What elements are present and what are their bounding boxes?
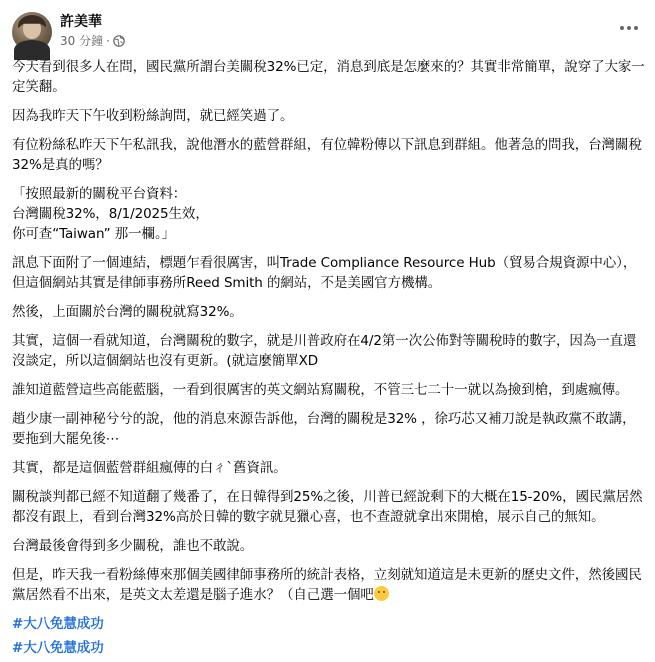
post-paragraph: 今天看到很多人在問，國民黨所謂台美關稅32%已定，消息到底是怎麼來的？其實非常簡單，說穿了大家一定笑翻。	[12, 59, 645, 95]
hugging-face-emoji-icon	[374, 586, 389, 601]
post-meta	[60, 33, 125, 49]
post-paragraph: 其實，都是這個藍營群組瘋傳的白ㄔˋ舊資訊。	[12, 460, 287, 476]
post-paragraph-text: 但是，昨天我一看粉絲傳來那個美國律師事務所的統計表格，立刻就知道這是未更新的歷史文件，然後國民黨居然看不出來，是英文太差還是腦子進水？（自己選一個吧	[12, 567, 642, 603]
hashtag-list	[12, 614, 648, 658]
post-paragraph-last	[12, 565, 648, 605]
author-name[interactable]: 許美華	[60, 14, 102, 30]
post-paragraph: 趙少康一副神秘兮兮的說，他的消息來源告訴他，台灣的關稅是32% ，徐巧芯又補刀說是執政黨不敢講，要拖到大罷免後⋯	[12, 411, 636, 447]
hashtag-link[interactable]: #大八免慧成功	[12, 616, 104, 632]
more-options-icon[interactable]	[615, 16, 643, 40]
author-avatar[interactable]	[12, 12, 52, 52]
post-header	[12, 12, 643, 52]
post-paragraph: 「按照最新的關稅平台資料： 台灣關稅32%，8/1/2025生效， 你可查“Taiwan” 那一欄。」	[12, 186, 209, 242]
post-paragraph: 其實，這個一看就知道，台灣關稅的數字，就是川普政府在4/2第一次公佈對等關稅時的數字，因為一直還沒談定，所以這個網站也沒有更新。(就這麼簡單XD	[12, 333, 637, 369]
post-paragraph: 關稅談判都已經不知道翻了幾番了，在日韓得到25%之後，川普已經說剩下的大概在15-20%，國民黨居然都沒有跟上，看到台灣32%高於日韓的數字就見獵心喜，也不查證就拿出來開槍，展示自己的無知。	[12, 489, 643, 525]
meta-separator: ·	[106, 34, 110, 48]
post-paragraph: 訊息下面附了一個連結，標題乍看很厲害，叫Trade Compliance Resource Hub（貿易合規資源中心），但這個網站其實是律師事務所Reed Smith 的網站，不是美國官方機構。	[12, 255, 637, 291]
post-timestamp[interactable]: 30 分鐘	[60, 34, 104, 48]
post-body	[12, 57, 648, 662]
post-paragraph: 誰知道藍營這些高能藍腦，一看到很厲害的英文網站寫關稅，不管三七二十一就以為撿到槍，到處瘋傳。	[12, 382, 629, 398]
post-paragraph: 因為我昨天下午收到粉絲詢問，就已經笑過了。	[12, 108, 294, 124]
post-paragraph: 有位粉絲私昨天下午私訊我，說他潛水的藍營群組，有位韓粉傳以下訊息到群組。他著急的問我，台灣關稅32%是真的嗎？	[12, 137, 642, 173]
hashtag-link[interactable]: #大八免慧成功	[12, 640, 104, 656]
post-paragraph: 台灣最後會得到多少關稅，誰也不敢說。	[12, 538, 254, 554]
post-paragraph: 然後，上面關於台灣的關稅就寫32%。	[12, 304, 243, 320]
globe-icon[interactable]	[113, 35, 125, 47]
